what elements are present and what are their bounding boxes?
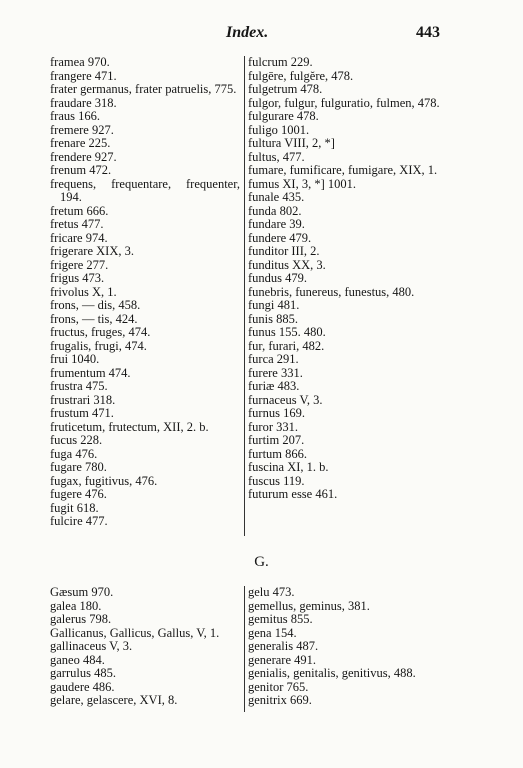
index-entry: fundere 479. (248, 230, 312, 245)
index-entry: fumus XI, 3, *] 1001. (248, 176, 356, 191)
index-entry: fremere 927. (50, 122, 114, 137)
index-entry: furiæ 483. (248, 379, 300, 393)
index-entry: fructus, fruges, 474. (50, 325, 151, 339)
index-entry: futurum esse 461. (248, 487, 338, 501)
index-entry: furtim 207. (248, 433, 305, 447)
index-entry: furca 291. (248, 352, 299, 366)
index-column-left-g (50, 586, 244, 708)
index-entry: funale 435. (248, 190, 305, 204)
index-entry: fuligo 1001. (248, 122, 310, 137)
index-entry: fugere 476. (50, 487, 107, 501)
index-entry: frigere 277. (50, 257, 109, 272)
index-entry: fuscina XI, 1. b. (248, 460, 329, 474)
index-entry: frivolus X, 1. (50, 284, 117, 299)
index-entry: fretus 477. (50, 217, 104, 231)
index-entry: fugit 618. (50, 500, 99, 515)
index-entry: Gallicanus, Gallicus, Gallus, V, 1. (50, 625, 220, 640)
page-title: Index. (226, 24, 269, 41)
index-entry: fundus 479. (248, 271, 308, 285)
index-entry: fuga 476. (50, 446, 98, 461)
index-entry: frenare 225. (50, 136, 111, 150)
page-number: 443 (416, 24, 440, 41)
index-entry: frons, — tis, 424. (50, 311, 138, 326)
index-entry: fruticetum, frutectum, XII, 2. b. (50, 419, 209, 434)
index-entry: gelare, gelascere, XVI, 8. (50, 693, 178, 707)
index-entry: fucus 228. (50, 433, 103, 447)
index-entry: frangere 471. (50, 68, 117, 83)
index-entry: genitrix 669. (248, 693, 312, 707)
index-entry: frater germanus, frater patruelis, 775. (50, 82, 237, 96)
index-entry: funditus XX, 3. (248, 257, 326, 272)
index-entry: fumare, fumificare, fumigare, XIX, 1. (248, 163, 438, 177)
index-entry: funis 885. (248, 311, 298, 326)
column-divider (244, 586, 245, 712)
index-entry: furnus 169. (248, 406, 305, 420)
index-entry: furere 331. (248, 365, 303, 380)
index-entry: frendere 927. (50, 149, 117, 164)
index-entry: galerus 798. (50, 612, 112, 626)
index-column-right-g (248, 586, 448, 708)
index-entry: gemellus, geminus, 381. (248, 598, 370, 613)
index-entry: fur, furari, 482. (248, 338, 325, 353)
index-entry: garrulus 485. (50, 666, 116, 680)
index-entry: galea 180. (50, 598, 102, 613)
index-entry: genialis, genitalis, genitivus, 488. (248, 666, 416, 680)
index-entry: fulgor, fulgur, fulguratio, fulmen, 478. (248, 95, 440, 110)
index-column-right-f (248, 56, 448, 502)
index-entry: Gæsum 970. (50, 585, 114, 599)
index-entry: frustrari 318. (50, 392, 116, 407)
index-entry: gelu 473. (248, 585, 295, 599)
index-entry: fundare 39. (248, 217, 305, 231)
index-entry: framea 970. (50, 55, 110, 69)
index-entry: furtum 866. (248, 446, 308, 461)
index-entry: fugax, fugitivus, 476. (50, 473, 158, 488)
index-entry: fulcrum 229. (248, 55, 313, 69)
index-entry: fretum 666. (50, 203, 109, 218)
index-entry: frons, — dis, 458. (50, 298, 141, 312)
index-entry: furnaceus V, 3. (248, 392, 323, 407)
index-entry: frumentum 474. (50, 365, 131, 380)
index-entry: fulcire 477. (50, 514, 108, 528)
index-entry: funus 155. 480. (248, 325, 326, 339)
running-header (50, 24, 440, 44)
index-entry: fulgetrum 478. (248, 82, 323, 96)
index-entry: frustra 475. (50, 379, 108, 393)
index-entry: frugalis, frugi, 474. (50, 338, 147, 353)
index-entry: fuscus 119. (248, 473, 305, 488)
index-entry: gena 154. (248, 625, 297, 640)
index-entry: fraudare 318. (50, 95, 117, 110)
index-entry: funditor III, 2. (248, 244, 320, 258)
index-column-left-f (50, 56, 240, 529)
index-entry: fricare 974. (50, 230, 108, 245)
index-entry: fungi 481. (248, 298, 300, 312)
index-entry: funebris, funereus, funestus, 480. (248, 284, 415, 299)
index-entry: gallinaceus V, 3. (50, 639, 133, 653)
index-entry: ganeo 484. (50, 652, 105, 667)
index-entry: frigus 473. (50, 271, 105, 285)
index-entry: fulgēre, fulgĕre, 478. (248, 68, 354, 83)
index-entry: furor 331. (248, 419, 298, 434)
index-entry: funda 802. (248, 203, 302, 218)
index-entry: generare 491. (248, 652, 317, 667)
index-entry: gemitus 855. (248, 612, 313, 626)
index-entry: gaudere 486. (50, 679, 115, 694)
index-entry: generalis 487. (248, 639, 319, 653)
index-entry: fraus 166. (50, 109, 100, 123)
index-entry: fultura VIII, 2, *] (248, 136, 335, 150)
index-entry: fugare 780. (50, 460, 107, 474)
index-entry: fultus, 477. (248, 149, 305, 164)
index-entry: fulgurare 478. (248, 109, 319, 123)
index-entry: frigerare XIX, 3. (50, 244, 134, 258)
index-entry: frui 1040. (50, 352, 100, 366)
index-entry: genitor 765. (248, 679, 309, 694)
index-entry: frequens, frequentare, frequenter, 194. (50, 176, 240, 204)
section-heading-g: G. (254, 554, 269, 570)
column-divider (244, 56, 245, 536)
index-entry: frenum 472. (50, 163, 112, 177)
index-entry: frustum 471. (50, 406, 114, 420)
